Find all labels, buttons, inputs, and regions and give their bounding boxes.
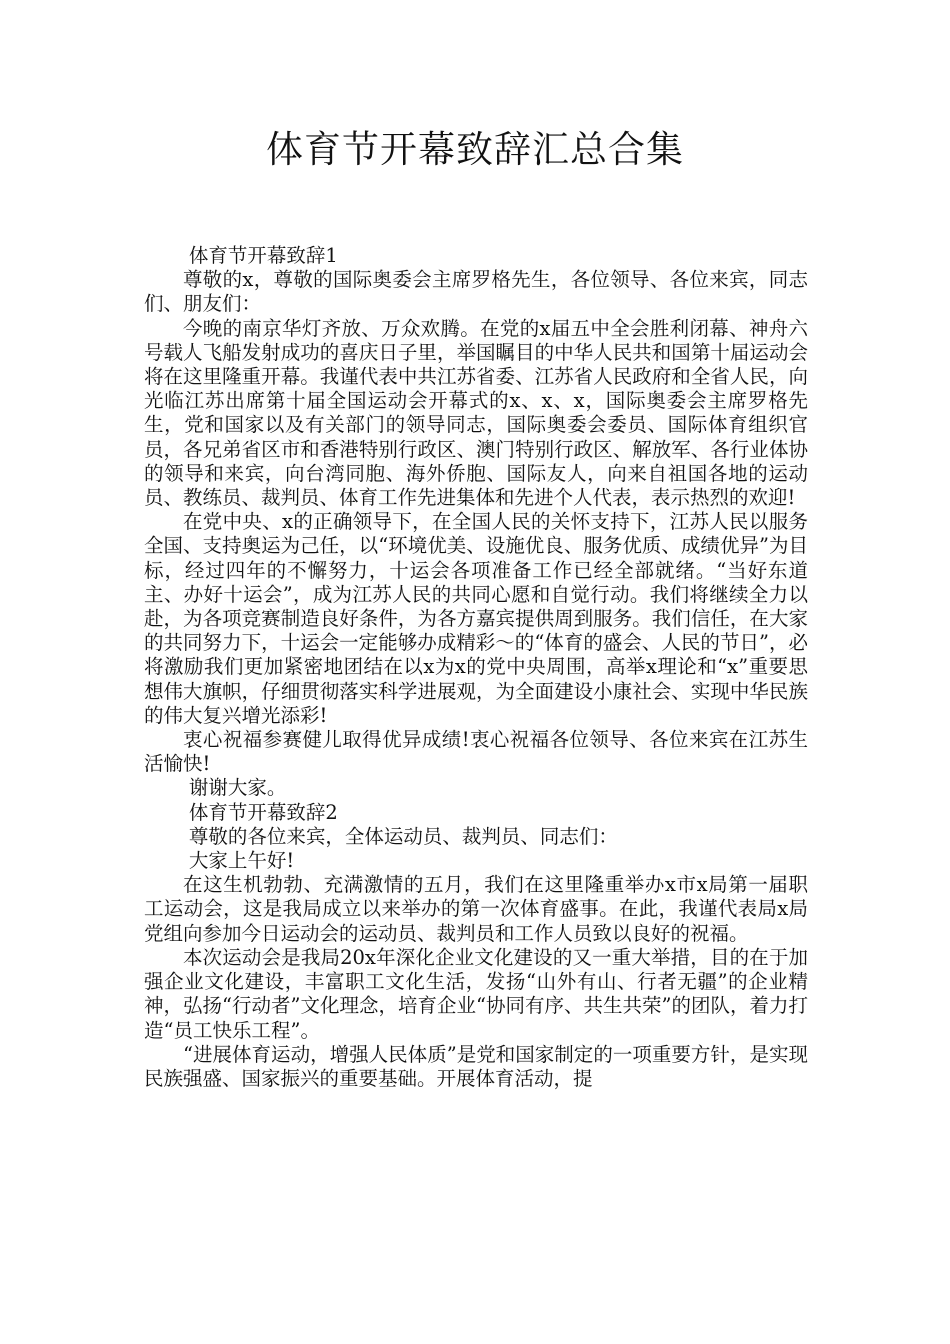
body-paragraph: 今晚的南京华灯齐放、万众欢腾。在党的x届五中全会胜利闭幕、神舟六号载人飞船发射成功的喜庆日子里，举国瞩目的中华人民共和国第十届运动会将在这里隆重开幕。我谨代表中共江苏省委、江苏省人民政府和全省人民，向光临江苏出席第十届全国运动会开幕式的x、x、x，国际奥委会主席罗格先生，党和国家以及有关部门的领导同志，国际奥委会委员、国际体育组织官员，各兄弟省区市和香港特别行政区、澳门特别行政区、解放军、各行业体协的领导和来宾，向台湾同胞、海外侨胞、国际友人，向来自祖国各地的运动员、教练员、裁判员、体育工作先进集体和先进个人代表，表示热烈的欢迎! [144,316,808,510]
body-paragraph: 本次运动会是我局20x年深化企业文化建设的又一重大举措，目的在于加强企业文化建设，丰富职工文化生活，发扬“山外有山、行者无疆”的企业精神，弘扬“行动者”文化理念，培育企业“协同有序、共生共荣”的团队，着力打造“员工快乐工程”。 [144,945,808,1042]
salutation-paragraph: 尊敬的x，尊敬的国际奥委会主席罗格先生，各位领导、各位来宾，同志们、朋友们： [144,268,808,316]
document-title: 体育节开幕致辞汇总合集 [266,128,684,171]
salutation-paragraph: 尊敬的各位来宾，全体运动员、裁判员、同志们： [188,824,618,848]
closing-line: 谢谢大家。 [188,776,287,800]
document-body [144,244,808,1091]
body-paragraph: “进展体育运动，增强人民体质”是党和国家制定的一项重要方针，是实现民族强盛、国家振兴的重要基础。开展体育活动，提 [144,1042,808,1090]
body-paragraph: 在这生机勃勃、充满激情的五月，我们在这里隆重举办x市x局第一届职工运动会，这是我局成立以来举办的第一次体育盛事。在此，我谨代表局x局党组向参加今日运动会的运动员、裁判员和工作人员致以良好的祝福。 [144,873,808,945]
body-paragraph: 衷心祝福参赛健儿取得优异成绩!衷心祝福各位领导、各位来宾在江苏生活愉快! [144,728,808,776]
body-paragraph: 在党中央、x的正确领导下，在全国人民的关怀支持下，江苏人民以服务全国、支持奥运为己任，以“环境优美、设施优良、服务优质、成绩优异”为目标，经过四年的不懈努力，十运会各项准备工作已经全部就绪。“当好东道主、办好十运会”，成为江苏人民的共同心愿和自觉行动。我们将继续全力以赴，为各项竞赛制造良好条件，为各方嘉宾提供周到服务。我们信任，在大家的共同努力下，十运会一定能够办成精彩～的“体育的盛会、人民的节日”，必将激励我们更加紧密地团结在以x为x的党中央周围，高举x理论和“x”重要思想伟大旗帜，仔细贯彻落实科学进展观，为全面建设小康社会、实现中华民族的伟大复兴增光添彩! [144,510,808,727]
section-heading-2: 体育节开幕致辞2 [188,800,338,824]
greeting-line: 大家上午好! [188,849,295,873]
section-heading-1: 体育节开幕致辞1 [188,244,338,267]
